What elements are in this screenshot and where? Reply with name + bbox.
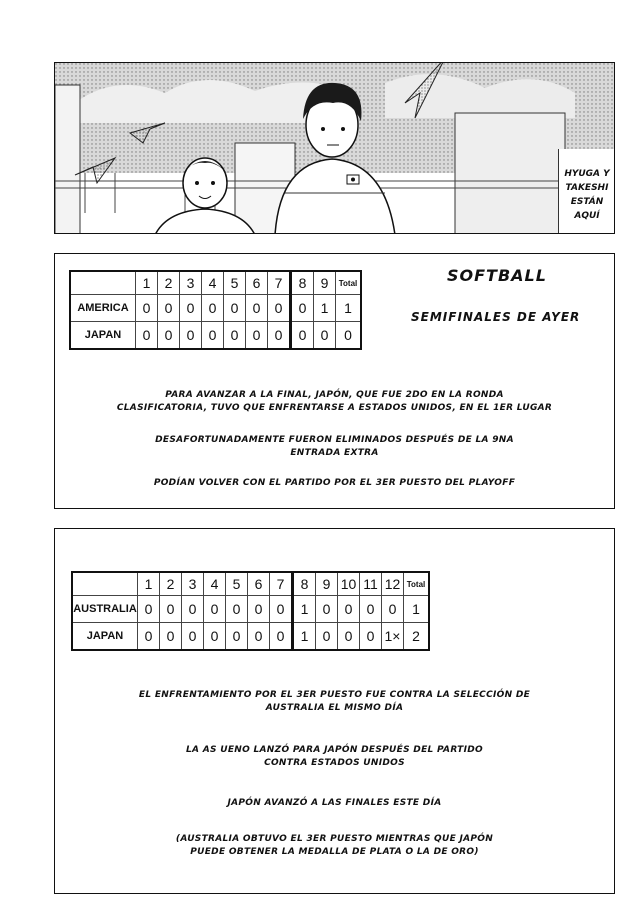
total-header: Total (336, 271, 362, 295)
team-header-cell (70, 271, 136, 295)
inning-header: 4 (202, 271, 224, 295)
inning-score: 0 (316, 623, 338, 651)
caption-line: TAKESHI (565, 183, 609, 193)
inning-header: 6 (248, 572, 270, 596)
inning-score: 0 (138, 596, 160, 623)
inning-score: 0 (224, 295, 246, 322)
scoreboard-row (72, 623, 429, 651)
inning-score: 0 (160, 623, 182, 651)
inning-score: 0 (268, 322, 291, 350)
team-name: JAPAN (72, 623, 138, 651)
inning-score: 0 (182, 596, 204, 623)
inning-header: 11 (360, 572, 382, 596)
inning-header: 1 (138, 572, 160, 596)
inning-header: 2 (160, 572, 182, 596)
inning-score: 0 (226, 623, 248, 651)
inning-score: 0 (338, 596, 360, 623)
panel-title: SOFTBALL (447, 266, 547, 285)
scoreboard-header-row (72, 572, 429, 596)
inning-score: 0 (360, 596, 382, 623)
inning-score: 0 (316, 596, 338, 623)
inning-score: 1 (293, 596, 316, 623)
scoreboard-row (70, 322, 361, 350)
body-text-line: PARA AVANZAR A LA FINAL, JAPÓN, QUE FUE 2DO EN LA RONDA (165, 390, 504, 400)
inning-score: 0 (224, 322, 246, 350)
body-text-line: LA AS UENO LANZÓ PARA JAPÓN DESPUÉS DEL PARTIDO (186, 745, 483, 755)
speech-caption-box (558, 149, 615, 234)
caption-line: ESTÁN (570, 197, 604, 207)
inning-header: 8 (293, 572, 316, 596)
body-text-line: EL ENFRENTAMIENTO POR EL 3ER PUESTO FUE CONTRA LA SELECCIÓN DE (138, 690, 531, 700)
inning-score: 0 (204, 623, 226, 651)
panel-subtitle: SEMIFINALES DE AYER (411, 310, 581, 324)
body-text-line: (AUSTRALIA OBTUVO EL 3ER PUESTO MIENTRAS QUE JAPÓN (175, 834, 494, 844)
inning-score: 0 (360, 623, 382, 651)
inning-header: 9 (314, 271, 336, 295)
scoreboard-row (70, 295, 361, 322)
inning-header: 10 (338, 572, 360, 596)
inning-score: 0 (246, 322, 268, 350)
inning-score: 1 (293, 623, 316, 651)
inning-score: 0 (248, 623, 270, 651)
inning-score: 0 (226, 596, 248, 623)
team-header-cell (72, 572, 138, 596)
inning-header: 7 (268, 271, 291, 295)
inning-header: 1 (136, 271, 158, 295)
inning-score: 0 (158, 322, 180, 350)
inning-header: 2 (158, 271, 180, 295)
scoreboard-semifinal (69, 270, 362, 350)
inning-score: 0 (248, 596, 270, 623)
inning-score: 0 (180, 295, 202, 322)
inning-score: 0 (204, 596, 226, 623)
inning-score: 0 (268, 295, 291, 322)
inning-score: 0 (246, 295, 268, 322)
team-name: AMERICA (70, 295, 136, 322)
team-name: JAPAN (70, 322, 136, 350)
caption-line: AQUÍ (574, 211, 600, 221)
body-text-line: CONTRA ESTADOS UNIDOS (264, 758, 405, 768)
total-score: 1 (404, 596, 430, 623)
inning-score: 0 (314, 322, 336, 350)
inning-score: 0 (136, 322, 158, 350)
inning-score: 0 (270, 596, 293, 623)
body-text-line: AUSTRALIA EL MISMO DÍA (265, 703, 404, 713)
inning-header: 5 (224, 271, 246, 295)
total-score: 2 (404, 623, 430, 651)
inning-header: 4 (204, 572, 226, 596)
inning-score: 0 (180, 322, 202, 350)
softball-semifinal-panel (54, 253, 615, 509)
scoreboard-row (72, 596, 429, 623)
manga-illustration (55, 63, 615, 234)
inning-score: 0 (202, 295, 224, 322)
inning-score: 0 (160, 596, 182, 623)
body-text-line: ENTRADA EXTRA (290, 448, 379, 458)
team-name: AUSTRALIA (72, 596, 138, 623)
illustration-panel (54, 62, 615, 234)
inning-header: 3 (182, 572, 204, 596)
inning-score: 0 (291, 295, 314, 322)
inning-header: 6 (246, 271, 268, 295)
inning-score: 0 (382, 596, 404, 623)
inning-score: 0 (136, 295, 158, 322)
inning-score: 0 (182, 623, 204, 651)
inning-score: 0 (270, 623, 293, 651)
inning-header: 12 (382, 572, 404, 596)
body-text-line: PODÍAN VOLVER CON EL PARTIDO POR EL 3ER PUESTO DEL PLAYOFF (153, 478, 516, 488)
scoreboard-third-place (71, 571, 430, 651)
body-text-line: JAPÓN AVANZÓ A LAS FINALES ESTE DÍA (227, 798, 442, 808)
total-score: 1 (336, 295, 362, 322)
inning-header: 5 (226, 572, 248, 596)
inning-header: 3 (180, 271, 202, 295)
third-place-panel (54, 528, 615, 894)
total-score: 0 (336, 322, 362, 350)
inning-header: 7 (270, 572, 293, 596)
inning-score: 1 (314, 295, 336, 322)
inning-header: 9 (316, 572, 338, 596)
scoreboard-header-row (70, 271, 361, 295)
speech-caption (559, 167, 615, 223)
inning-score: 1× (382, 623, 404, 651)
body-text-line: CLASIFICATORIA, TUVO QUE ENFRENTARSE A ESTADOS UNIDOS, EN EL 1ER LUGAR (116, 403, 553, 413)
caption-line: HYUGA Y (564, 169, 610, 179)
inning-score: 0 (291, 322, 314, 350)
inning-score: 0 (202, 322, 224, 350)
total-header: Total (404, 572, 430, 596)
inning-score: 0 (158, 295, 180, 322)
inning-score: 0 (138, 623, 160, 651)
inning-header: 8 (291, 271, 314, 295)
inning-score: 0 (338, 623, 360, 651)
body-text-line: DESAFORTUNADAMENTE FUERON ELIMINADOS DESPUÉS DE LA 9NA (155, 435, 514, 445)
body-text-line: PUEDE OBTENER LA MEDALLA DE PLATA O LA DE ORO) (190, 847, 479, 857)
